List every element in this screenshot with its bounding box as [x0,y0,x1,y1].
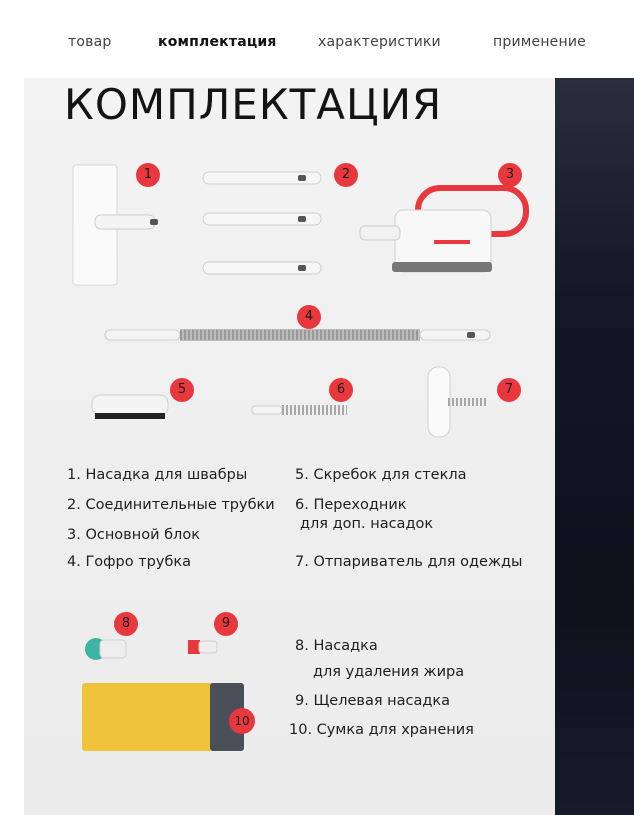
hose-image [105,329,490,341]
badge-9: 9 [214,612,238,636]
list-item-6-cont: для доп. насадок [300,516,434,532]
badge-3: 3 [498,163,522,187]
crevice-nozzle-image [188,640,217,654]
badge-1: 1 [136,163,160,187]
list-item-6: 6. Переходник [295,497,407,513]
list-item-9: 9. Щелевая насадка [295,693,451,709]
nav-tab-specs[interactable]: характеристики [318,34,441,50]
badge-8: 8 [114,612,138,636]
list-item-1: 1. Насадка для швабры [67,467,248,483]
badge-6: 6 [329,378,353,402]
list-item-3: 3. Основной блок [67,527,200,543]
storage-bag-image [82,683,244,751]
badge-5: 5 [170,378,194,402]
nav-tab-usage[interactable]: применение [493,34,586,50]
list-item-10: 10. Сумка для хранения [289,722,474,738]
badge-7: 7 [497,378,521,402]
nav-tab-kit[interactable]: комплектация [158,34,277,50]
badge-2: 2 [334,163,358,187]
adapter-image [252,406,347,414]
connecting-tubes-image [203,172,321,274]
list-item-8: 8. Насадка [295,638,378,654]
page-title: КОМПЛЕКТАЦИЯ [64,80,443,129]
list-item-7: 7. Отпариватель для одежды [295,554,523,570]
list-item-2: 2. Соединительные трубки [67,497,275,513]
list-item-5: 5. Скребок для стекла [295,467,467,483]
main-unit-image [360,188,526,272]
glass-scraper-image [92,395,168,419]
badge-4: 4 [297,305,321,329]
garment-steamer-image [428,367,488,437]
grease-nozzle-image [85,638,126,660]
list-item-4: 4. Гофро трубка [67,554,192,570]
nav-tab-product[interactable]: товар [68,34,112,50]
list-item-8-cont: для удаления жира [313,664,465,680]
badge-10: 10 [229,708,255,734]
